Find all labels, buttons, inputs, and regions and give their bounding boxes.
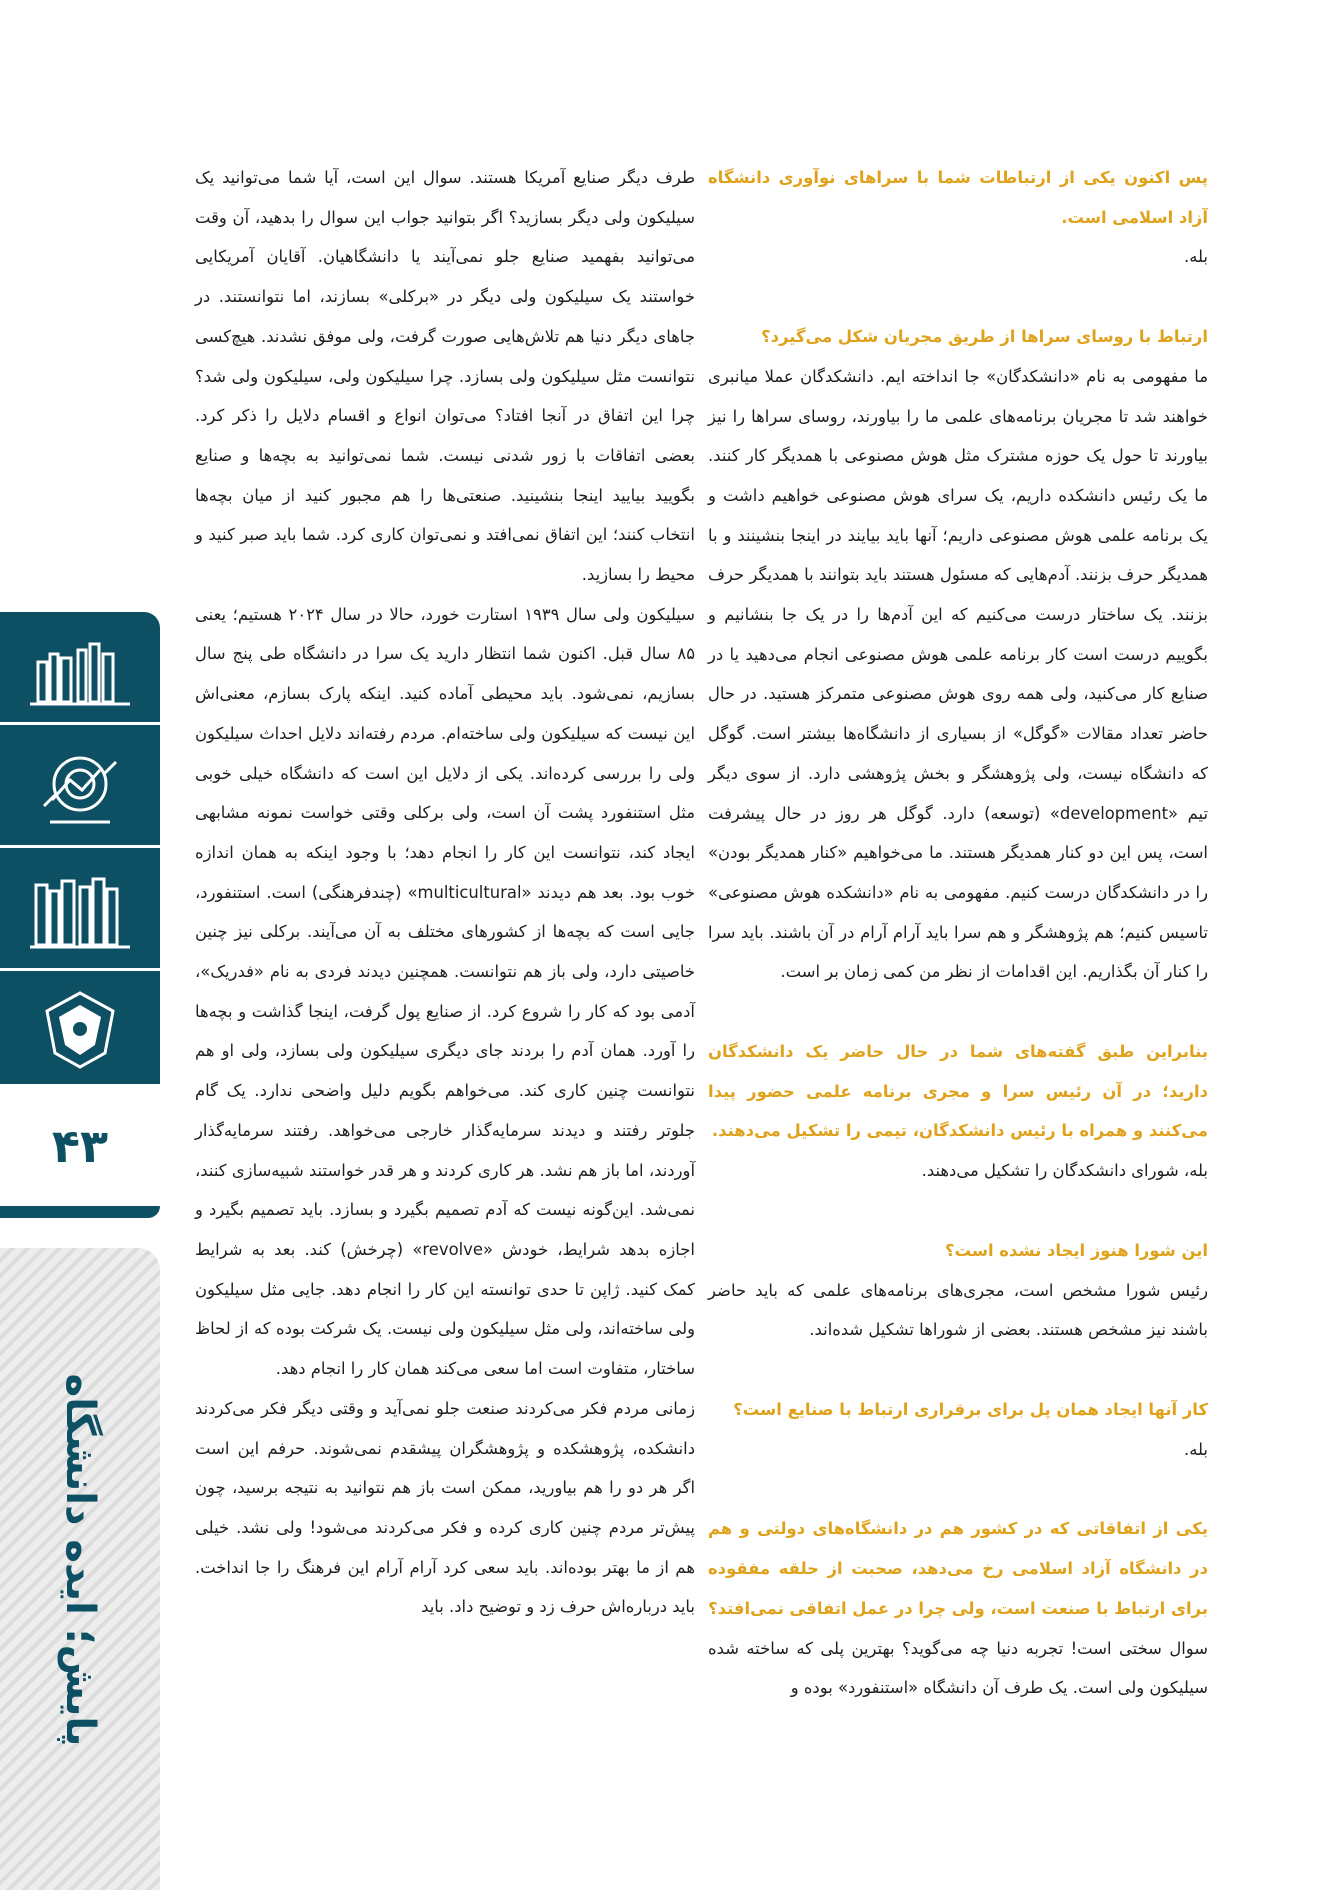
right-column (708, 158, 1208, 1708)
sidebar (0, 0, 160, 1890)
page-number-bar (0, 1206, 160, 1218)
interview-answer: بله، شورای دانشکدگان را تشکیل می‌دهند. (921, 1161, 1208, 1181)
interview-question: بنابراین طبق گفته‌های شما در حال حاضر یک دانشکدگان دارید؛ در آن رئیس سرا و مجری برنامه علمی حضور پیدا می‌کنند و همراه با رئیس دانشکدگان، تیمی را تشکیل می‌دهند. (708, 1042, 1208, 1141)
interview-question: پس اکنون یکی از ارتباطات شما با سراهای نوآوری دانشگاه آزاد اسلامی است. (708, 168, 1208, 227)
body-paragraph: سیلیکون ولی سال ۱۹۳۹ استارت خورد، حالا در سال ۲۰۲۴ هستیم؛ یعنی ۸۵ سال قبل. اکنون شما انتظار دارید یک سرا در دانشگاه طی پنج سال بسازیم، نمی‌شود. باید محیطی آماده کنید. اینکه پارک بسازم، معنی‌اش این نیست که سیلیکون ولی ساخته‌ام. مردم رفته‌اند دلایل احداث سیلیکون ولی را بررسی کرده‌اند. یکی از دلایل این است که دانشگاه خیلی خوبی مثل استنفورد پشت آن است، ولی برکلی وقتی خواست نمونه مشابهی ایجاد کند، نتوانست این کار را انجام دهد؛ با وجود اینکه به همان اندازه خوب بود. بعد هم دیدند «multicultural» (چندفرهنگی) است. استنفورد، جایی است که بچه‌ها از کشورهای مختلف به آن می‌آیند. برکلی نیز چنین خاصیتی دارد، ولی باز هم نتوانست. همچنین دیدند فردی به نام «فدریک»، آدمی بود که کار را شروع کرد. از صنایع پول گرفت، اینجا گذاشت و بچه‌ها را آورد. همان آدم را بردند جای دیگری سیلیکون ولی بسازد، ولی او هم نتوانست چنین کاری کند. می‌خواهم بگویم دلیل واضحی ندارد. یک گام جلوتر رفتند و دیدند سرمایه‌گذار خارجی می‌خواهد. رفتند سرمایه‌گذار آوردند، اما باز هم نشد. هر کاری کردند و هر قدر خواستند شبیه‌سازی کنند، نمی‌شد. این‌گونه نیست که آدم تصمیم بگیرد و بسازد. باید تصمیم بگیرد و اجازه بدهد شرایط، خودش «revolve» (چرخش) کند. بعد به شرایط کمک کنید. ژاپن تا حدی توانسته این کار را انجام دهد. جایی مثل سیلیکون ولی ساخته‌اند، ولی مثل سیلیکون ولی نیست. یک شرکت بوده که از لحاظ ساختار، متفاوت است اما سعی می‌کند همان کار را انجام دهد. (195, 604, 695, 1379)
interview-answer: بله. (1184, 247, 1208, 267)
interview-answer: سوال سختی است! تجربه دنیا چه می‌گوید؟ بهترین پلی که ساخته شده سیلیکون ولی است. یک طرف آن دانشگاه «استنفورد» بوده و (708, 1638, 1208, 1698)
interview-question: این شورا هنوز ایجاد نشده است؟ (945, 1240, 1208, 1260)
section-tab-strip (0, 612, 160, 1084)
books-shelf-icon (0, 612, 160, 722)
body-paragraph: زمانی مردم فکر می‌کردند صنعت جلو نمی‌آید و وقتی دیگر فکر می‌کردند دانشکده، پژوهشکده و پژوهشگران پیشقدم نمی‌شوند. حرفم این است اگر هر دو را هم بیاورید، ممکن است باز هم نتوانید به نتیجه برسید، چون پیش‌تر مردم چنین کاری کرده و فکر می‌کردند می‌شود! ولی نشد. خیلی هم از ما بهتر بوده‌اند. باید سعی کرد آرام آرام این فرهنگ را جا انداخت. باید درباره‌اش حرف زد و توضیح داد. باید (195, 1398, 695, 1617)
interview-answer: رئیس شورا مشخص است، مجری‌های برنامه‌های علمی که باید حاضر باشند نیز مشخص هستند. بعضی از شوراها تشکیل شده‌اند. (708, 1280, 1208, 1340)
interview-question: ارتباط با روسای سراها از طریق مجریان شکل می‌گیرد؟ (761, 327, 1208, 347)
interview-question: کار آنها ایجاد همان پل برای برقراری ارتباط با صنایع است؟ (733, 1399, 1208, 1419)
left-column (195, 158, 695, 1627)
interview-question: یکی از اتفاقاتی که در کشور هم در دانشگاه‌های دولتی و هم در دانشگاه آزاد اسلامی رخ می‌دهد، صحبت از حلقه مفقوده برای ارتباط با صنعت است، ولی چرا در عمل اتفاقی نمی‌افتد؟ (708, 1519, 1208, 1618)
books-shelf-icon (0, 848, 160, 968)
university-logo-icon (0, 971, 160, 1084)
interview-answer: بله. (1184, 1439, 1208, 1459)
magazine-title: پایش؛ ایده دانشگاه (57, 1373, 103, 1747)
interview-answer: ما مفهومی به نام «دانشکدگان» جا انداخته ایم. دانشکدگان عملا میانبری خواهند شد تا مجریان برنامه‌های علمی ما را بیاورند، روسای سراها را نیز بیاورند تا حول یک حوزه مشترک مثل هوش مصنوعی با همدیگر کار کنند. ما یک رئیس دانشکده داریم، یک سرای هوش مصنوعی خواهیم داشت و یک برنامه علمی هوش مصنوعی داریم؛ آنها باید بیایند در اینجا بنشینند و با همدیگر حرف بزنند. آدم‌هایی که مسئول هستند باید بتوانند با همدیگر حرف بزنند. یک ساختار درست می‌کنیم که این آدم‌ها را در یک جا بنشانیم و بگوییم درست است کار برنامه علمی هوش مصنوعی انجام می‌دهید یا در صنایع کار می‌کنید، ولی همه روی هوش مصنوعی متمرکز هستید. در حال حاضر تعداد مقالات «گوگل» از بسیاری از دانشگاه‌ها بیشتر است. گوگل که دانشگاه نیست، ولی پژوهشگر و بخش پژوهشی دارد. از سوی دیگر تیم «development» (توسعه) دارد. گوگل هر روز در حال پیشرفت است، پس این دو کنار همدیگر هستند. ما می‌خواهیم «کنار همدیگر بودن» را در دانشکدگان درست کنیم. مفهومی به نام «دانشکده هوش مصنوعی» تاسیس کنیم؛ هم پژوهشگر و هم سرا باید آرام آرام در آن باشند. باید سرا را کنار آن بگذاریم. این اقدامات از نظر من کمی زمان بر است. (708, 366, 1209, 982)
handshake-gears-icon (0, 725, 160, 845)
body-paragraph: طرف دیگر صنایع آمریکا هستند. سوال این است، آیا شما می‌توانید یک سیلیکون ولی دیگر بسازید؟ اگر بتوانید جواب این سوال را بدهید، آن وقت می‌توانید بفهمید صنایع جلو نمی‌آیند یا دانشگاهیان. آقایان آمریکایی خواستند یک سیلیکون ولی دیگر در «برکلی» بسازند، اما نتوانستند. در جاهای دیگر دنیا هم تلاش‌هایی صورت گرفت، ولی موفق نشدند. هیچ‌کسی نتوانست مثل سیلیکون ولی بسازد. چرا سیلیکون ولی، سیلیکون ولی شد؟ چرا این اتفاق در آنجا افتاد؟ می‌توان انواع و اقسام دلایل را ذکر کرد. بعضی اتفاقات با زور شدنی نیست. شما نمی‌توانید به بچه‌ها و صنایع بگویید بیایید اینجا بنشینید. صنعتی‌ها را هم مجبور کنید از میان بچه‌ها انتخاب کنند؛ این اتفاق نمی‌افتد و نمی‌توان کاری کرد. شما باید صبر کنید و محیط را بسازید. (195, 168, 695, 585)
page-number: ۴۳ (0, 1086, 160, 1206)
